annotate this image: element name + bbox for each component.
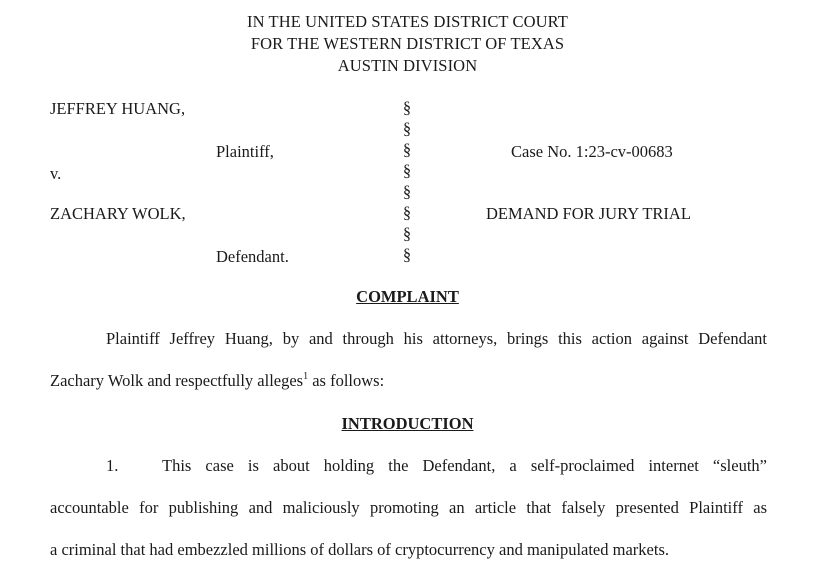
footnote-reference[interactable]: 1: [303, 370, 309, 382]
introduction-heading: INTRODUCTION: [341, 414, 474, 433]
complaint-intro-line-2: [50, 370, 385, 390]
section-symbol: §: [402, 119, 412, 138]
defendant-name: ZACHARY WOLK,: [50, 204, 186, 223]
section-symbol: §: [402, 203, 412, 222]
section-symbol: §: [402, 98, 412, 117]
complaint-intro-line-1: Plaintiff Jeffrey Huang, by and through his attorneys, brings this action against Defendant: [106, 329, 767, 348]
section-symbol: §: [402, 182, 412, 201]
complaint-intro-text-end: as follows:: [308, 371, 385, 390]
paragraph-1-line-1: This case is about holding the Defendant, a self-proclaimed internet “sleuth”: [162, 456, 767, 475]
paragraph-1-line-2: accountable for publishing and maliciously promoting an article that falsely presented Plaintiff as: [50, 498, 767, 517]
court-name-line: IN THE UNITED STATES DISTRICT COURT: [247, 12, 568, 31]
complaint-intro-text: Zachary Wolk and respectfully alleges: [50, 371, 304, 390]
paragraph-1-line-3: a criminal that had embezzled millions of dollars of cryptocurrency and manipulated markets.: [50, 540, 669, 559]
plaintiff-name: JEFFREY HUANG,: [50, 99, 186, 118]
court-division-line: AUSTIN DIVISION: [337, 56, 478, 75]
court-district-line: FOR THE WESTERN DISTRICT OF TEXAS: [250, 34, 565, 53]
section-symbol: §: [402, 140, 412, 159]
paragraph-number: 1.: [106, 456, 119, 475]
jury-demand: DEMAND FOR JURY TRIAL: [486, 204, 691, 223]
versus-label: v.: [50, 164, 62, 183]
case-number: Case No. 1:23-cv-00683: [511, 142, 673, 161]
plaintiff-role: Plaintiff,: [216, 142, 274, 161]
section-symbol: §: [402, 224, 412, 243]
section-symbol: §: [402, 245, 412, 264]
complaint-heading: COMPLAINT: [356, 287, 459, 306]
section-symbol: §: [402, 161, 412, 180]
defendant-role: Defendant.: [216, 247, 289, 266]
